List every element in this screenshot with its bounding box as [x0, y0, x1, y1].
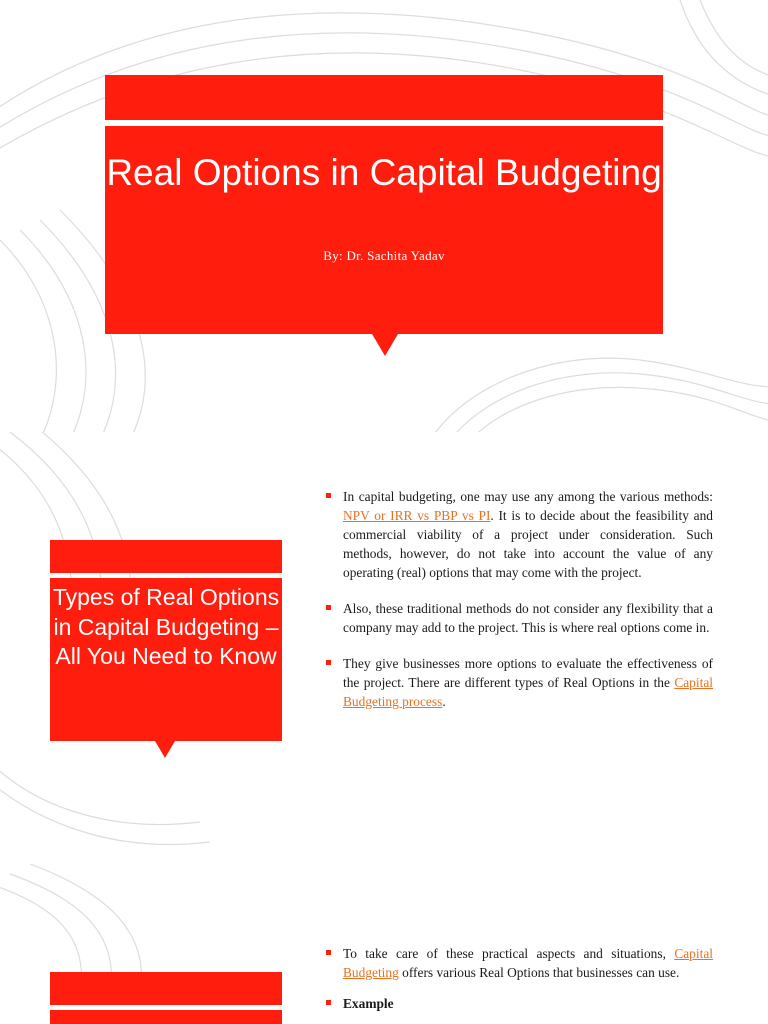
example-label: Example	[343, 996, 394, 1011]
bullet-text: .	[442, 694, 446, 709]
capital-budgeting-process-link[interactable]: Capital Budgeting process	[343, 675, 713, 709]
list-item	[326, 487, 713, 582]
list-item	[326, 599, 713, 637]
heading-box-pointer	[155, 741, 175, 758]
bullet-square-icon	[326, 660, 331, 665]
capital-budgeting-link[interactable]: Capital Budgeting	[343, 946, 713, 980]
bullet-text: Also, these traditional methods do not consider any flexibility that a company may add to the project. This is where real options come in.	[343, 601, 713, 635]
bullet-text: To take care of these practical aspects and situations,	[343, 946, 675, 961]
bullet-square-icon	[326, 605, 331, 610]
bullet-square-icon	[326, 950, 331, 955]
list-item	[326, 944, 713, 982]
slide-title: Real Options in Capital Budgeting	[106, 152, 662, 193]
list-item	[326, 654, 713, 711]
heading-accent-bar	[50, 972, 282, 1005]
bullet-list	[326, 944, 713, 1024]
bullet-text: . It is to decide about the feasibility and commercial viability of a project under consideration. Such methods, however, do not take into account the value of any operating (real) options that may come with the project.	[343, 508, 713, 580]
bullet-text: offers various Real Options that businesses can use.	[398, 965, 680, 980]
title-accent-bar	[105, 75, 663, 120]
content-slide-options	[0, 864, 768, 1024]
bullet-square-icon	[326, 1000, 331, 1005]
heading-accent-bar	[50, 540, 282, 573]
bullet-text: In capital budgeting, one may use any among the various methods:	[343, 489, 713, 504]
bullet-square-icon	[326, 493, 331, 498]
title-box-pointer	[372, 334, 398, 356]
slide-subtitle: By: Dr. Sachita Yadav	[323, 248, 445, 263]
bullet-text: They give businesses more options to evaluate the effectiveness of the project. There are different types of Real Options in the	[343, 656, 713, 690]
section-heading: Types of Real Options in Capital Budgeting – All You Need to Know	[52, 584, 280, 669]
list-item	[326, 994, 713, 1013]
title-slide	[0, 0, 768, 432]
npv-irr-link[interactable]: NPV or IRR vs PBP vs PI	[343, 508, 491, 523]
bullet-list	[326, 487, 713, 728]
heading-box	[50, 1010, 282, 1024]
content-slide-types	[0, 432, 768, 864]
